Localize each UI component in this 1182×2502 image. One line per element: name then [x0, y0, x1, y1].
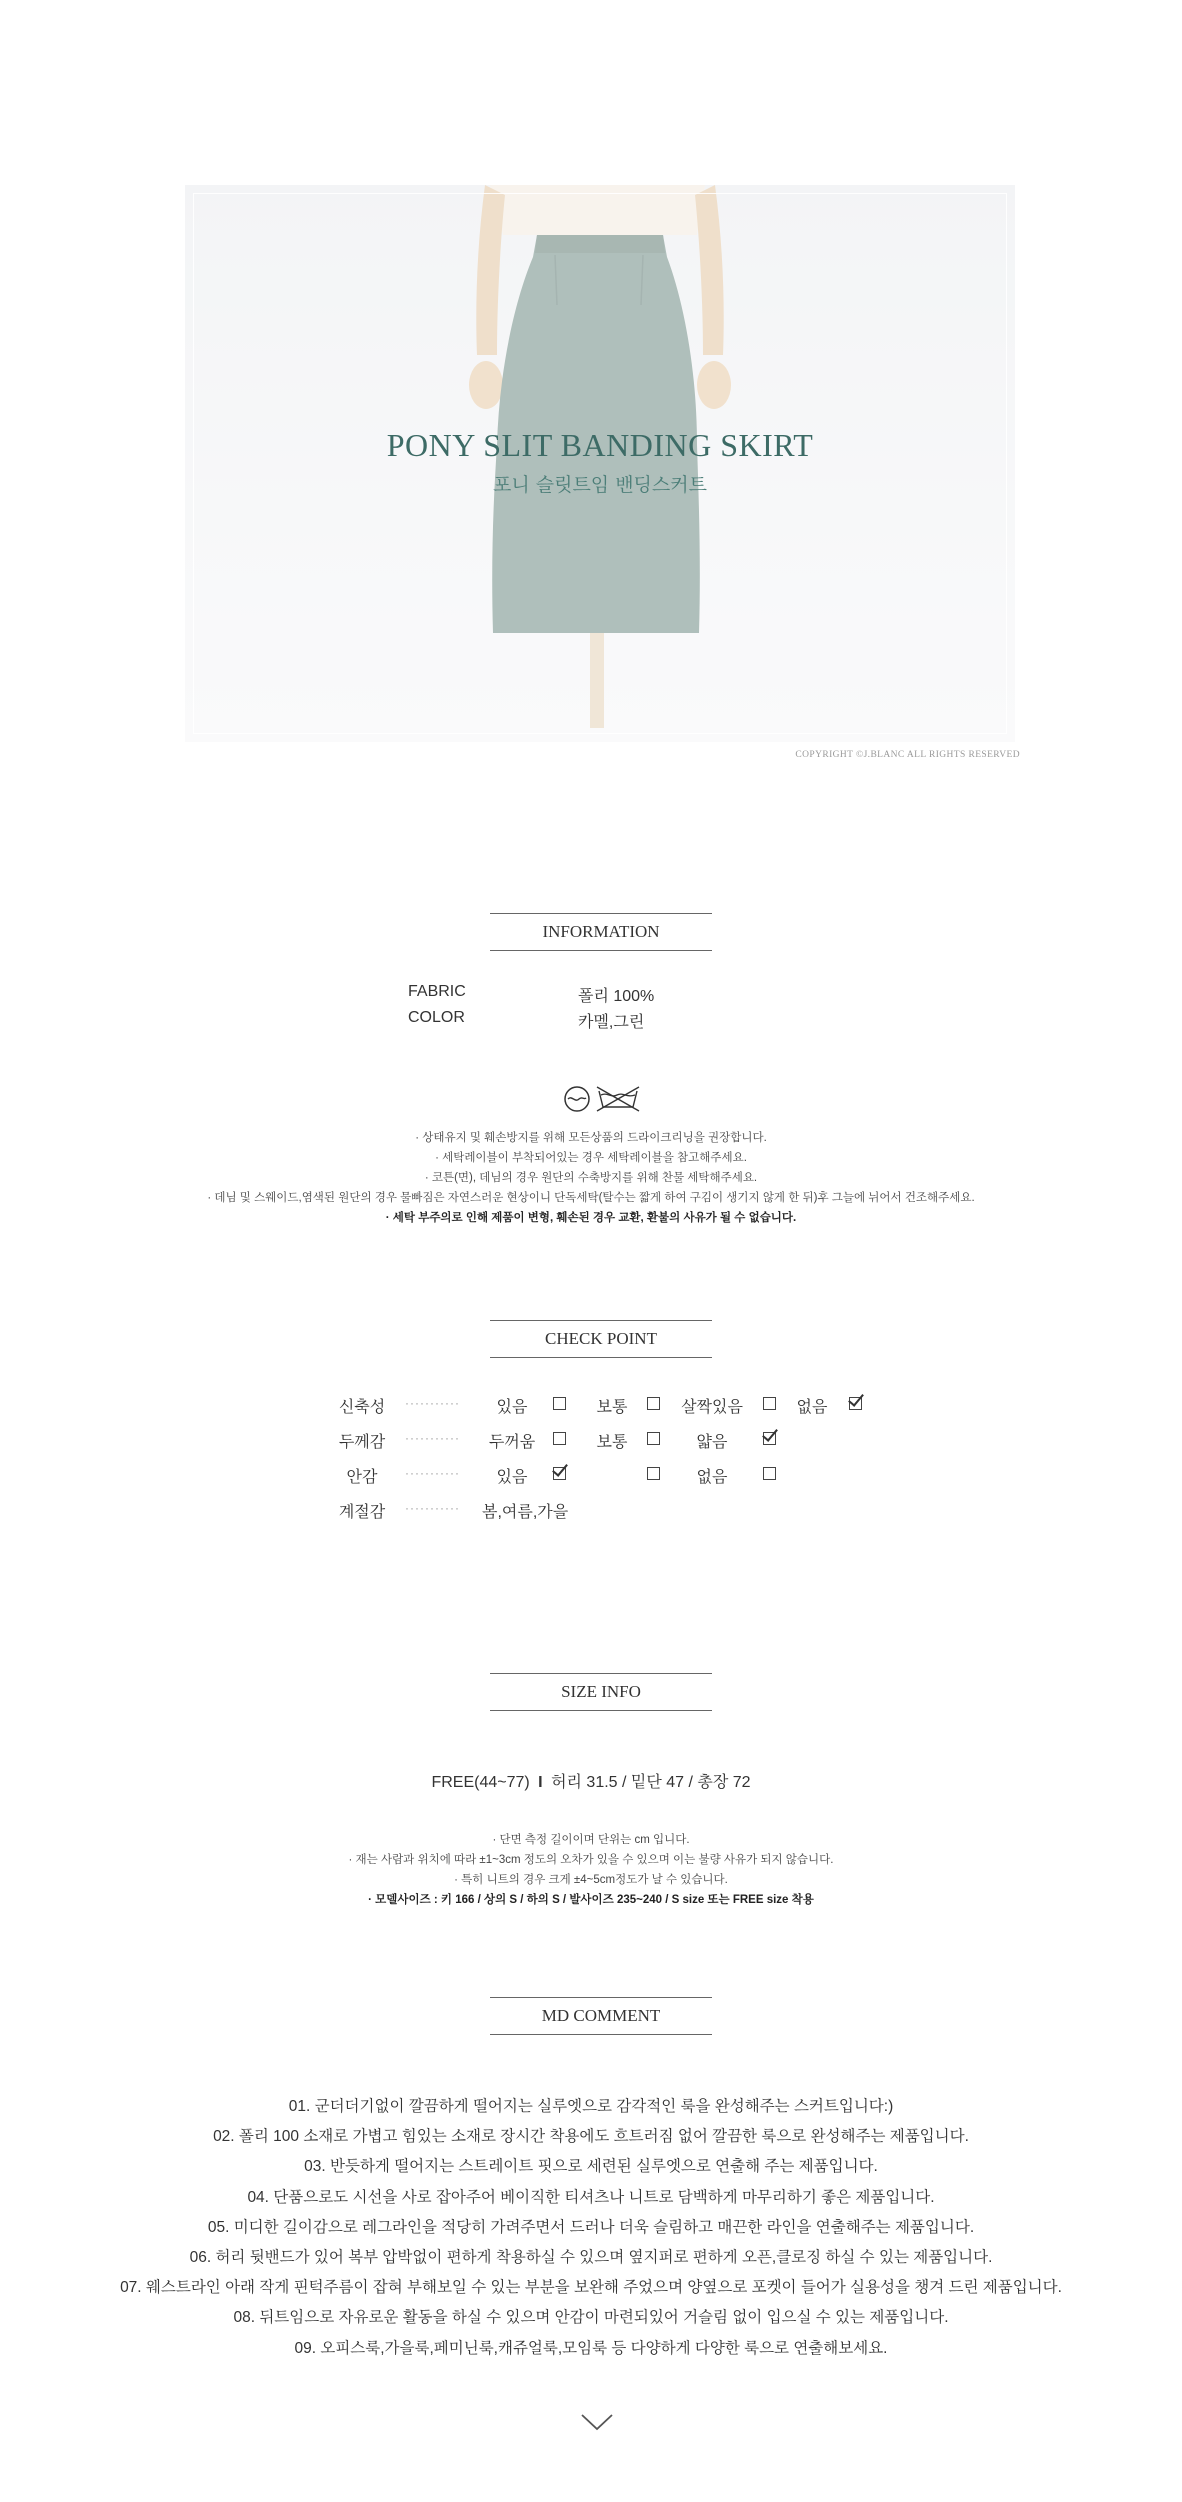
info-value-fabric: 폴리 100% — [578, 988, 655, 1005]
checkpoint-label-stretch: 신축성 — [338, 1399, 386, 1416]
checkpoint-dots: ··········· — [405, 1501, 460, 1515]
checkpoint-label-season: 계절감 — [338, 1504, 386, 1521]
checkbox — [647, 1432, 660, 1445]
md-comment-item: 03. 반듯하게 떨어지는 스트레이트 핏으로 세련된 실루엣으로 연출해 주는 제품입니다. — [304, 2158, 878, 2176]
checkbox-checked — [763, 1432, 776, 1445]
md-comment-item: 08. 뒤트임으로 자유로운 활동을 하실 수 있으며 안감이 마련되있어 거슬림 없이 입으실 수 있는 제품입니다. — [233, 2309, 949, 2327]
md-comment-item: 05. 미디한 길이감으로 레그라인을 적당히 가려주면서 드러나 더욱 슬림하고 매끈한 라인을 연출해주는 제품입니다. — [207, 2218, 975, 2236]
checkpoint-label-lining: 안감 — [346, 1469, 378, 1486]
no-machine-wash-icon — [597, 1087, 639, 1111]
checkpoint-dots: ··········· — [405, 1396, 460, 1410]
info-value-color: 카멜,그린 — [578, 1014, 645, 1031]
care-note: · 코튼(면), 데님의 경우 원단의 수축방지를 위해 찬물 세탁해주세요. — [424, 1172, 758, 1184]
model-size-note: · 모델사이즈 : 키 166 / 상의 S / 하의 S / 발사이즈 235~240 / S size 또는 FREE size 착용 — [368, 1894, 814, 1906]
section-heading-information: INFORMATION — [490, 913, 712, 951]
checkbox-checked — [553, 1467, 566, 1480]
md-comment-item: 04. 단품으로도 시선을 사로 잡아주어 베이직한 티셔츠나 니트로 담백하게 마무리하기 좋은 제품입니다. — [247, 2188, 935, 2206]
md-comment-item: 02. 폴리 100 소재로 가볍고 힘있는 소재로 장시간 착용에도 흐트러짐 없어 깔끔한 룩으로 완성해주는 제품입니다. — [213, 2128, 969, 2146]
checkpoint-option: 보통 — [596, 1434, 628, 1451]
hero-image — [185, 185, 1015, 742]
checkpoint-option: 두꺼움 — [488, 1434, 536, 1451]
checkpoint-option: 보통 — [596, 1399, 628, 1416]
checkbox — [553, 1432, 566, 1445]
checkpoint-dots: ··········· — [405, 1431, 460, 1445]
section-heading-md-comment: MD COMMENT — [490, 1997, 712, 2035]
checkbox — [647, 1467, 660, 1480]
care-note: · 세탁레이블이 부착되어있는 경우 세탁레이블을 참고해주세요. — [435, 1152, 747, 1164]
section-heading-size-info: SIZE INFO — [490, 1673, 712, 1711]
checkbox — [553, 1397, 566, 1410]
size-notes — [0, 1830, 1182, 1910]
size-note: · 단면 측정 길이이며 단위는 cm 입니다. — [492, 1834, 690, 1846]
size-measurements: 허리 31.5 / 밑단 47 / 총장 72 — [551, 1774, 751, 1791]
checkpoint-option: 살짝있음 — [681, 1399, 743, 1416]
checkpoint-option: 있음 — [496, 1469, 528, 1486]
md-comment-item: 01. 군더더기없이 깔끔하게 떨어지는 실루엣으로 감각적인 룩을 완성해주는 스커트입니다:) — [288, 2098, 894, 2115]
md-comment-list — [0, 2092, 1182, 2364]
checkbox — [647, 1397, 660, 1410]
checkbox — [763, 1467, 776, 1480]
md-comment-item: 06. 허리 뒷밴드가 있어 복부 압박없이 편하게 착용하실 수 있으며 옆지퍼로 편하게 오픈,클로징 하실 수 있는 제품입니다. — [189, 2249, 993, 2267]
checkpoint-option: 없음 — [696, 1469, 728, 1486]
info-label-color: COLOR — [408, 1009, 465, 1026]
md-comment-item: 09. 오피스룩,가을룩,페미닌룩,캐쥬얼룩,모임룩 등 다양하게 다양한 룩으로 연출해보세요. — [294, 2339, 888, 2357]
care-note-warning: · 세탁 부주의로 인해 제품이 변형, 훼손된 경우 교환, 환불의 사유가 될 수 없습니다. — [385, 1212, 797, 1224]
care-notes — [0, 1128, 1182, 1228]
season-value: 봄,여름,가을 — [482, 1504, 569, 1521]
chevron-down-icon[interactable] — [580, 2412, 614, 2432]
product-title-ko: 포니 슬릿트임 밴딩스커트 — [493, 474, 707, 496]
product-title-en: PONY SLIT BANDING SKIRT — [386, 427, 814, 463]
care-note: · 상태유지 및 훼손방지를 위해 모든상품의 드라이크리닝을 권장합니다. — [415, 1132, 767, 1144]
size-label: FREE(44~77) — [431, 1774, 530, 1791]
checkpoint-option: 없음 — [796, 1399, 828, 1416]
md-comment-item: 07. 웨스트라인 아래 작게 핀턱주름이 잡혀 부해보일 수 있는 부분을 보완해 주었으며 양옆으로 포켓이 들어가 실용성을 챙겨 드린 제품입니다. — [120, 2279, 1062, 2297]
copyright-text: COPYRIGHT ©J.BLANC ALL RIGHTS RESERVED — [795, 750, 1020, 760]
hand-wash-icon — [565, 1087, 589, 1111]
size-note: · 특히 니트의 경우 크게 ±4~5cm정도가 날 수 있습니다. — [454, 1874, 728, 1886]
checkpoint-option: 얇음 — [696, 1434, 728, 1451]
checkpoint-dots: ··········· — [405, 1466, 460, 1480]
size-summary — [0, 1769, 1182, 1792]
size-separator: I — [538, 1774, 543, 1791]
info-label-fabric: FABRIC — [408, 983, 466, 1000]
checkpoint-option: 있음 — [496, 1399, 528, 1416]
care-icons — [563, 1083, 643, 1115]
checkbox-checked — [849, 1397, 862, 1410]
care-note: · 데님 및 스웨이드,염색된 원단의 경우 물빠짐은 자연스러운 현상이니 단독세탁(탈수는 짧게 하여 구김이 생기지 않게 한 뒤)후 그늘에 뉘어서 건조해주세요. — [207, 1192, 975, 1204]
size-note: · 재는 사람과 위치에 따라 ±1~3cm 정도의 오차가 있을 수 있으며 이는 불량 사유가 되지 않습니다. — [348, 1854, 834, 1866]
section-heading-check-point: CHECK POINT — [490, 1320, 712, 1358]
checkpoint-label-thickness: 두께감 — [338, 1434, 386, 1451]
